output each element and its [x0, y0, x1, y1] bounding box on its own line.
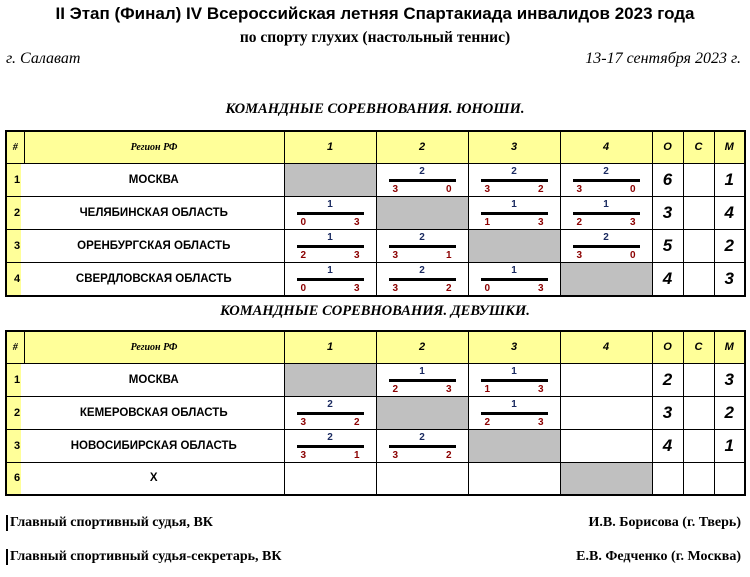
games-lost: 2 — [445, 282, 452, 294]
match-points: 2 — [419, 264, 425, 276]
table-row — [6, 229, 745, 262]
row-index: 4 — [6, 262, 24, 296]
total-points — [652, 462, 683, 495]
table-row — [6, 163, 745, 196]
row-index: 2 — [6, 396, 24, 429]
match-points: 2 — [327, 431, 333, 443]
score-divider — [389, 278, 456, 281]
match-points: 1 — [603, 198, 609, 210]
table-header-row — [6, 131, 745, 163]
table-row — [6, 429, 745, 462]
header-game-2: 2 — [376, 131, 468, 163]
empty-match-cell — [376, 462, 468, 495]
match-score — [377, 430, 468, 462]
header-game-3: 3 — [468, 131, 560, 163]
games-won: 0 — [300, 216, 307, 228]
girls-results-table — [5, 330, 746, 496]
coefficient — [683, 229, 714, 262]
total-points: 2 — [652, 363, 683, 396]
match-result-cell — [284, 429, 376, 462]
games-lost: 2 — [537, 183, 544, 195]
games-won: 0 — [484, 282, 491, 294]
games-won: 3 — [392, 249, 399, 261]
games-won: 3 — [300, 416, 307, 428]
match-score — [469, 397, 560, 429]
document-title: II Этап (Финал) IV Всероссийская летняя Спартакиада инвалидов 2023 года — [55, 4, 695, 23]
self-match-cell — [376, 196, 468, 229]
boys-results-table — [5, 130, 746, 297]
match-result-cell — [284, 262, 376, 296]
score-divider — [481, 278, 548, 281]
games-won: 0 — [300, 282, 307, 294]
score-divider — [481, 212, 548, 215]
match-result-cell — [560, 229, 652, 262]
header-game-4: 4 — [560, 131, 652, 163]
venue-city: г. Салават — [6, 50, 81, 67]
final-place — [714, 462, 745, 495]
match-points: 1 — [511, 365, 517, 377]
event-dates: 13-17 сентября 2023 г. — [585, 50, 741, 67]
score-divider — [389, 245, 456, 248]
score-divider — [573, 212, 640, 215]
header-place: М — [714, 331, 745, 363]
games-lost: 3 — [353, 216, 360, 228]
chief-judge-name: И.В. Борисова (г. Тверь) — [588, 515, 741, 530]
games-lost: 3 — [537, 383, 544, 395]
games-won: 3 — [392, 183, 399, 195]
coefficient — [683, 163, 714, 196]
final-place: 3 — [714, 363, 745, 396]
match-score — [469, 164, 560, 196]
games-lost: 1 — [353, 449, 360, 461]
row-index: 1 — [6, 363, 24, 396]
games-lost: 3 — [353, 282, 360, 294]
match-score — [561, 197, 652, 229]
games-lost: 3 — [353, 249, 360, 261]
chief-secretary-label: Главный спортивный судья-секретарь, ВК — [6, 549, 282, 565]
empty-match-cell — [560, 396, 652, 429]
match-points: 2 — [419, 231, 425, 243]
girls-section-title: КОМАНДНЫЕ СОРЕВНОВАНИЯ. ДЕВУШКИ. — [220, 303, 530, 319]
score-divider — [297, 212, 364, 215]
empty-match-cell — [468, 462, 560, 495]
coefficient — [683, 396, 714, 429]
score-divider — [297, 245, 364, 248]
score-divider — [389, 179, 456, 182]
games-lost: 3 — [537, 216, 544, 228]
games-won: 3 — [576, 183, 583, 195]
match-points: 1 — [327, 198, 333, 210]
games-lost: 2 — [353, 416, 360, 428]
total-points: 5 — [652, 229, 683, 262]
self-match-cell — [284, 163, 376, 196]
total-points: 6 — [652, 163, 683, 196]
score-divider — [297, 412, 364, 415]
region-name: Х — [24, 462, 284, 495]
coefficient — [683, 196, 714, 229]
games-won: 2 — [484, 416, 491, 428]
header-game-4: 4 — [560, 331, 652, 363]
row-index: 1 — [6, 163, 24, 196]
region-name: ЧЕЛЯБИНСКАЯ ОБЛАСТЬ — [24, 196, 284, 229]
games-won: 3 — [484, 183, 491, 195]
match-points: 1 — [511, 264, 517, 276]
header-game-1: 1 — [284, 131, 376, 163]
games-lost: 2 — [445, 449, 452, 461]
match-result-cell — [376, 262, 468, 296]
self-match-cell — [560, 462, 652, 495]
score-divider — [481, 412, 548, 415]
match-result-cell — [376, 229, 468, 262]
match-score — [377, 230, 468, 262]
region-name: МОСКВА — [24, 163, 284, 196]
final-place: 1 — [714, 163, 745, 196]
match-result-cell — [468, 163, 560, 196]
final-place: 4 — [714, 196, 745, 229]
score-divider — [297, 445, 364, 448]
table-header-row — [6, 331, 745, 363]
games-won: 3 — [576, 249, 583, 261]
region-name: НОВОСИБИРСКАЯ ОБЛАСТЬ — [24, 429, 284, 462]
match-score — [561, 230, 652, 262]
games-lost: 0 — [629, 249, 636, 261]
header-game-3: 3 — [468, 331, 560, 363]
header-points: О — [652, 331, 683, 363]
match-points: 2 — [419, 431, 425, 443]
games-won: 2 — [300, 249, 307, 261]
row-index: 6 — [6, 462, 24, 495]
boys-section-title: КОМАНДНЫЕ СОРЕВНОВАНИЯ. ЮНОШИ. — [225, 101, 525, 117]
match-result-cell — [468, 196, 560, 229]
final-place: 2 — [714, 396, 745, 429]
match-score — [285, 230, 376, 262]
row-index: 2 — [6, 196, 24, 229]
self-match-cell — [560, 262, 652, 296]
match-result-cell — [468, 262, 560, 296]
match-score — [377, 364, 468, 396]
score-divider — [389, 445, 456, 448]
table-row — [6, 196, 745, 229]
table-row — [6, 262, 745, 296]
match-result-cell — [560, 196, 652, 229]
header-region: Регион РФ — [24, 131, 284, 163]
header-game-2: 2 — [376, 331, 468, 363]
final-place: 3 — [714, 262, 745, 296]
final-place: 2 — [714, 229, 745, 262]
chief-judge-label: Главный спортивный судья, ВК — [6, 515, 213, 531]
score-divider — [389, 379, 456, 382]
match-result-cell — [468, 396, 560, 429]
match-points: 2 — [603, 165, 609, 177]
empty-match-cell — [284, 462, 376, 495]
region-name: МОСКВА — [24, 363, 284, 396]
games-won: 1 — [484, 216, 491, 228]
match-points: 1 — [327, 264, 333, 276]
self-match-cell — [468, 429, 560, 462]
total-points: 3 — [652, 396, 683, 429]
match-score — [377, 263, 468, 295]
games-won: 3 — [300, 449, 307, 461]
match-points: 1 — [419, 365, 425, 377]
coefficient — [683, 363, 714, 396]
region-name: КЕМЕРОВСКАЯ ОБЛАСТЬ — [24, 396, 284, 429]
score-divider — [481, 179, 548, 182]
match-points: 1 — [327, 231, 333, 243]
games-won: 3 — [392, 449, 399, 461]
coefficient — [683, 462, 714, 495]
final-place: 1 — [714, 429, 745, 462]
table-row — [6, 363, 745, 396]
score-divider — [573, 245, 640, 248]
match-points: 1 — [511, 198, 517, 210]
games-lost: 0 — [629, 183, 636, 195]
match-result-cell — [560, 163, 652, 196]
table-row — [6, 396, 745, 429]
match-score — [469, 364, 560, 396]
match-result-cell — [284, 229, 376, 262]
chief-secretary-name: Е.В. Федченко (г. Москва) — [576, 549, 741, 564]
match-points: 2 — [327, 398, 333, 410]
region-name: ОРЕНБУРГСКАЯ ОБЛАСТЬ — [24, 229, 284, 262]
games-won: 2 — [392, 383, 399, 395]
match-points: 2 — [511, 165, 517, 177]
games-won: 1 — [484, 383, 491, 395]
header-points: О — [652, 131, 683, 163]
empty-match-cell — [560, 363, 652, 396]
header-coef: С — [683, 131, 714, 163]
score-divider — [481, 379, 548, 382]
total-points: 4 — [652, 262, 683, 296]
coefficient — [683, 262, 714, 296]
header-region: Регион РФ — [24, 331, 284, 363]
match-score — [469, 263, 560, 295]
match-points: 1 — [511, 398, 517, 410]
header-idx: # — [6, 131, 24, 163]
match-result-cell — [376, 363, 468, 396]
games-lost: 3 — [537, 416, 544, 428]
score-divider — [297, 278, 364, 281]
match-result-cell — [284, 396, 376, 429]
table-row — [6, 462, 745, 495]
match-score — [285, 430, 376, 462]
match-score — [377, 164, 468, 196]
document-subtitle: по спорту глухих (настольный теннис) — [239, 29, 511, 46]
match-points: 2 — [419, 165, 425, 177]
header-coef: С — [683, 331, 714, 363]
header-place: М — [714, 131, 745, 163]
header-game-1: 1 — [284, 331, 376, 363]
match-result-cell — [376, 429, 468, 462]
row-index: 3 — [6, 229, 24, 262]
row-index: 3 — [6, 429, 24, 462]
match-score — [285, 197, 376, 229]
total-points: 3 — [652, 196, 683, 229]
empty-match-cell — [560, 429, 652, 462]
match-score — [285, 397, 376, 429]
match-result-cell — [284, 196, 376, 229]
games-lost: 1 — [445, 249, 452, 261]
match-result-cell — [468, 363, 560, 396]
games-lost: 3 — [537, 282, 544, 294]
self-match-cell — [284, 363, 376, 396]
score-divider — [573, 179, 640, 182]
self-match-cell — [468, 229, 560, 262]
games-lost: 3 — [445, 383, 452, 395]
games-won: 2 — [576, 216, 583, 228]
games-won: 3 — [392, 282, 399, 294]
coefficient — [683, 429, 714, 462]
match-result-cell — [376, 163, 468, 196]
games-lost: 0 — [445, 183, 452, 195]
self-match-cell — [376, 396, 468, 429]
total-points: 4 — [652, 429, 683, 462]
match-score — [469, 197, 560, 229]
match-score — [285, 263, 376, 295]
match-points: 2 — [603, 231, 609, 243]
match-score — [561, 164, 652, 196]
region-name: СВЕРДЛОВСКАЯ ОБЛАСТЬ — [24, 262, 284, 296]
games-lost: 3 — [629, 216, 636, 228]
header-idx: # — [6, 331, 24, 363]
